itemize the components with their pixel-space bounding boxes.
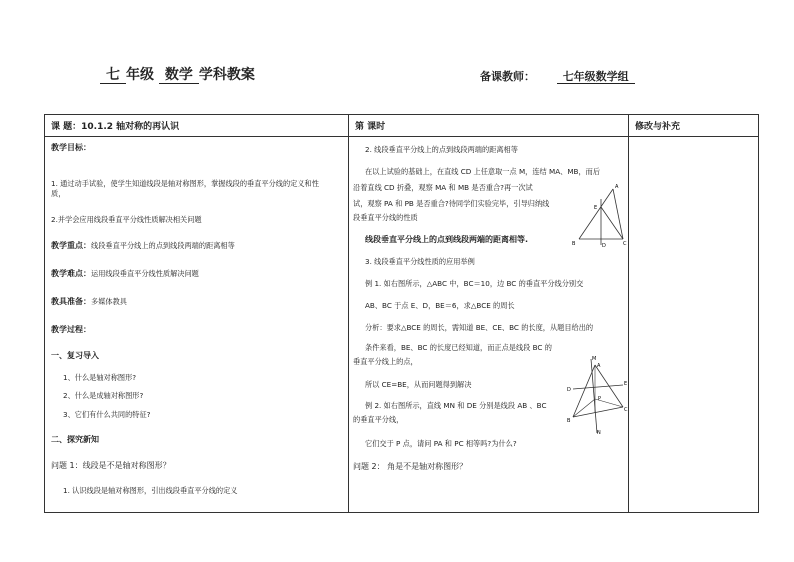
teacher-line [480, 68, 635, 84]
notes-header: 修改与补充 [629, 115, 759, 137]
teacher-label: 备课教师： [480, 70, 535, 83]
fig1-label-D: D [602, 243, 606, 249]
triangle-figure-2 [567, 355, 629, 435]
key-label: 教学重点： [51, 241, 91, 250]
difficulty-text: 运用线段垂直平分线性质解决问题 [91, 269, 199, 278]
middle-line-5: 段垂直平分线的性质 [353, 213, 418, 222]
middle-line-3: 沿着直线 CD 折叠，观察 MA 和 MB 是否重合?再一次试 [353, 183, 533, 192]
middle-line-4: 试，观察 PA 和 PB 是否重合?待同学们实验完毕，引导归纳线 [353, 199, 550, 208]
middle-property: 线段垂直平分线上的点到线段两端的距离相等. [365, 235, 529, 244]
step-1: 1. 认识线段是轴对称图形，引出线段垂直平分线的定义 [63, 486, 238, 495]
problem-1: 问题 1：线段是不是轴对称图形？ [51, 461, 171, 470]
notes-column [629, 137, 759, 513]
tools-text: 多媒体教具 [91, 297, 127, 306]
middle-line-1: 2. 线段垂直平分线上的点到线段两端的距离相等 [365, 145, 518, 154]
difficulty-label: 教学难点： [51, 269, 91, 278]
goal-1: 1. 通过动手试验，使学生知道线段是轴对称图形，掌握线段的垂直平分线的定义和性 [51, 179, 319, 188]
fig2-label-B: B [567, 418, 571, 424]
middle-line-9: AB、BC 于点 E、D，BE＝6，求△BCE 的周长 [365, 301, 515, 310]
question-2: 2、什么是成轴对称图形? [63, 391, 144, 400]
grade: 七 [100, 67, 126, 84]
topic-cell: 课 题：10.1.2 轴对称的再认识 [45, 115, 349, 137]
fig1-label-B: B [572, 241, 576, 247]
fig2-label-P: P [598, 396, 602, 402]
period-cell: 第 课时 [349, 115, 629, 137]
doc-type: 学科教案 [198, 67, 255, 83]
middle-line-10: 分析：要求△BCE 的周长，需知道 BE、CE、BC 的长度，从题目给出的 [365, 323, 594, 332]
triangle-figure-1 [571, 179, 627, 249]
fig2-label-M: M [592, 356, 597, 362]
question-1: 1、什么是轴对称图形? [63, 373, 137, 382]
key-text: 线段垂直平分线上的点到线段两端的距离相等 [91, 241, 235, 250]
fig2-label-N: N [597, 430, 601, 435]
middle-line-16: 它们交于 P 点，请问 PA 和 PC 相等吗?为什么? [365, 439, 517, 448]
fig2-label-D: D [567, 387, 571, 393]
teacher-name: 七年级数学组 [557, 70, 635, 84]
fig2-label-C: C [624, 407, 628, 413]
grade-suffix: 年级 [126, 67, 154, 83]
process-title: 教学过程： [51, 325, 91, 334]
lesson-plan-table [44, 114, 759, 513]
fig2-label-E: E [624, 381, 628, 387]
section-review: 一、复习导入 [51, 351, 99, 360]
goals-title: 教学目标： [51, 143, 91, 152]
middle-line-11: 条件来看，BE、BC 的长度已经知道，而正点是线段 BC 的 [365, 343, 552, 352]
question-3: 3、它们有什么共同的特征? [63, 410, 151, 419]
left-column [45, 137, 349, 513]
middle-line-2: 在以上试验的基础上，在直线 CD 上任意取一点 M，连结 MA、MB，而后 [365, 167, 601, 176]
middle-line-12: 垂直平分线上的点， [353, 357, 418, 366]
middle-line-13: 所以 CE=BE，从而问题得到解决 [365, 380, 472, 389]
middle-line-14: 例 2. 如右图所示，直线 MN 和 DE 分别是线段 AB 、BC [365, 401, 547, 410]
document-title [100, 64, 255, 84]
fig1-label-C: C [623, 241, 627, 247]
goal-2: 2.并学会应用线段垂直平分线性质解决相关问题 [51, 215, 202, 224]
section-explore: 二、探究新知 [51, 435, 99, 444]
middle-line-8: 例 1. 如右图所示，△ABC 中，BC＝10，边 BC 的垂直平分线分别交 [365, 279, 584, 288]
fig1-label-A: A [615, 184, 619, 190]
middle-line-7: 3. 线段垂直平分线性质的应用举例 [365, 257, 475, 266]
problem-2: 问题 2： 角是不是轴对称图形？ [353, 462, 468, 471]
tools-label: 教具准备： [51, 297, 91, 306]
fig2-label-A: A [597, 363, 601, 369]
middle-column [349, 137, 629, 513]
goal-1b: 质， [51, 189, 66, 198]
middle-line-15: 的垂直平分线， [353, 415, 404, 424]
subject: 数学 [159, 67, 199, 84]
fig1-label-E: E [594, 205, 598, 211]
